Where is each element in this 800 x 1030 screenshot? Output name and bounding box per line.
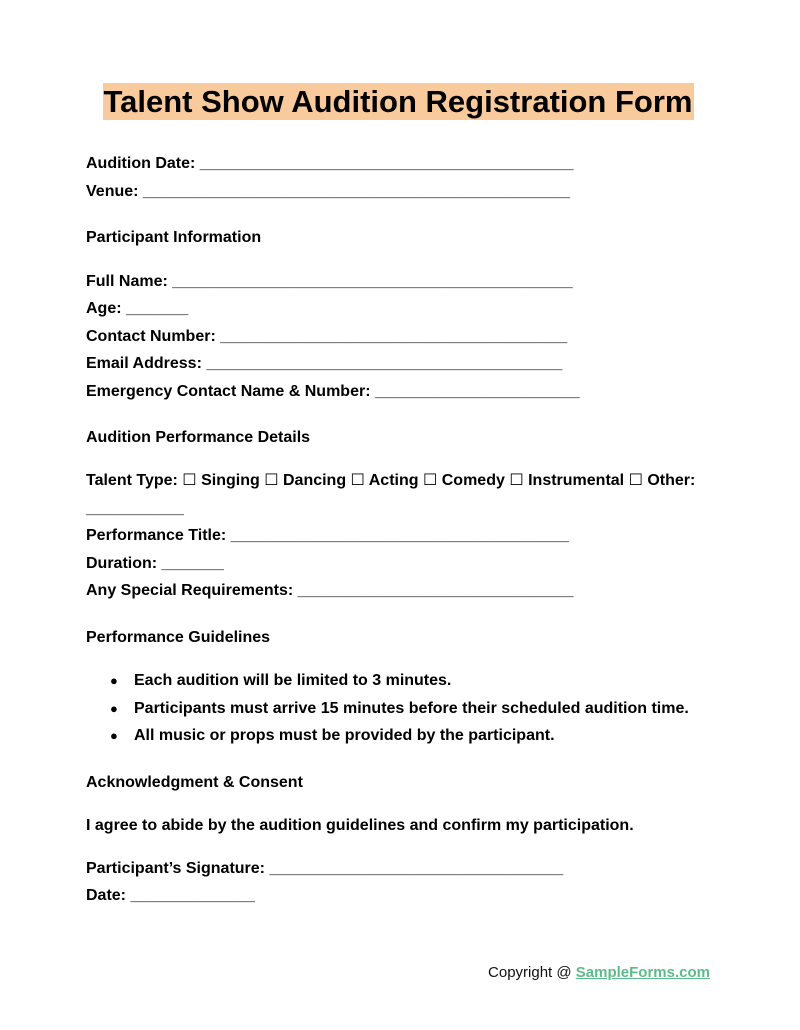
performance-details-heading: Audition Performance Details [86,429,311,446]
contact-number-field[interactable]: Contact Number: _______________________________________ [86,328,568,345]
bullet-icon: ● [110,701,118,716]
bullet-icon: ● [110,728,118,743]
email-address-field[interactable]: Email Address: ________________________________________ [86,355,563,372]
copyright-prefix: Copyright @ [488,964,576,981]
consent-heading: Acknowledgment & Consent [86,774,303,791]
talent-type-options[interactable]: Talent Type: ☐ Singing ☐ Dancing ☐ Acting ☐ Comedy ☐ Instrumental ☐ Other: [86,472,696,489]
emergency-contact-field[interactable]: Emergency Contact Name & Number: _______________________ [86,383,580,400]
age-field[interactable]: Age: _______ [86,300,189,317]
guideline-text: Each audition will be limited to 3 minutes. [134,672,452,689]
guideline-text: Participants must arrive 15 minutes before their scheduled audition time. [134,700,689,717]
signature-field[interactable]: Participant’s Signature: _________________________________ [86,860,564,877]
copyright-footer [488,964,710,981]
title-container [0,83,796,120]
bullet-icon: ● [110,673,118,688]
guideline-item [110,726,555,746]
duration-field[interactable]: Duration: _______ [86,555,224,572]
guideline-text: All music or props must be provided by the participant. [134,727,555,744]
guidelines-heading: Performance Guidelines [86,629,271,646]
guideline-item [110,699,689,719]
venue-field[interactable]: Venue: ________________________________________________ [86,183,571,200]
guideline-item [110,671,451,691]
special-requirements-field[interactable]: Any Special Requirements: _______________________________ [86,582,574,599]
performance-title-field[interactable]: Performance Title: ______________________________________ [86,527,569,544]
signature-date-field[interactable]: Date: ______________ [86,887,256,904]
full-name-field[interactable]: Full Name: _____________________________________________ [86,273,573,290]
participant-info-heading: Participant Information [86,229,262,246]
brand-link[interactable]: SampleForms.com [575,964,710,981]
audition-date-field[interactable]: Audition Date: __________________________________________ [86,155,574,172]
consent-statement: I agree to abide by the audition guidelines and confirm my participation. [86,817,634,834]
talent-type-other-field[interactable]: ___________ [86,500,184,517]
page-title: Talent Show Audition Registration Form [103,84,693,119]
